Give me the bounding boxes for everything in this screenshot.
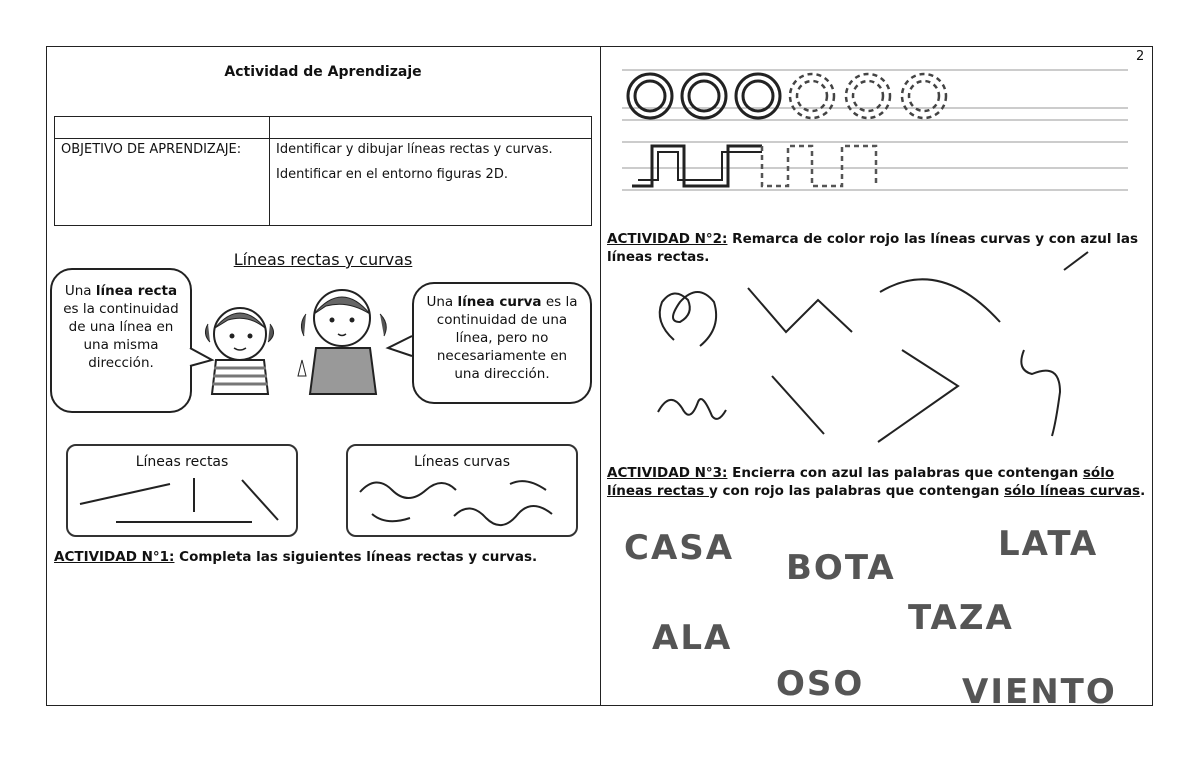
- activity-3: ACTIVIDAD N°3: Encierra con azul las palabras que contengan sólo líneas rectas y con rojo las palabras que contengan sólo líneas curvas.: [607, 465, 1146, 499]
- objective-content: [270, 139, 592, 226]
- girl-figure-left: [205, 308, 273, 394]
- curved-line-3: [372, 514, 410, 521]
- straight-line-long: [772, 376, 824, 434]
- mixed-lines-exercise: [640, 262, 1080, 452]
- activity-3-heading: ACTIVIDAD N°3:: [607, 465, 728, 481]
- table-header-cell-right: [270, 117, 592, 139]
- objective-1: Identificar y dibujar líneas rectas y curvas.: [276, 142, 553, 157]
- speech-bubble-straight: Una línea recta es la continuidad de una línea en una misma dirección.: [50, 268, 192, 413]
- activity-1: [54, 548, 574, 566]
- section-subtitle: Líneas rectas y curvas: [233, 250, 413, 269]
- word-oso: OSO: [776, 664, 865, 704]
- word-taza: TAZA: [908, 598, 1014, 638]
- page-number: 2: [1136, 49, 1145, 64]
- zigzag-line: [748, 288, 852, 332]
- worksheet-title: Actividad de Aprendizaje: [224, 64, 422, 80]
- curve-arc: [880, 279, 1000, 322]
- bold-term-curve: línea curva: [457, 294, 542, 310]
- angle-line: [878, 350, 958, 442]
- curved-lines-label: Líneas curvas: [414, 454, 510, 470]
- word-bota: BOTA: [786, 548, 896, 588]
- word-ala: ALA: [652, 618, 733, 658]
- table-header-cell-left: [55, 117, 270, 139]
- curve-squiggle: [658, 399, 726, 419]
- activity-2: [607, 230, 1147, 266]
- straight-line-1: [80, 484, 170, 504]
- objective-table: [54, 116, 592, 226]
- bubble-tail-right: [384, 330, 414, 360]
- straight-line-3: [242, 480, 278, 520]
- word-viento: VIENTO: [962, 672, 1117, 712]
- activity-1-text: Completa las siguientes líneas rectas y curvas.: [174, 549, 538, 565]
- bold-term-straight: línea recta: [95, 283, 178, 299]
- curved-lines-examples: [346, 444, 578, 537]
- activity-2-text: Remarca de color rojo las líneas curvas y con azul las líneas rectas.: [607, 231, 1138, 265]
- activity-2-heading: ACTIVIDAD N°2:: [607, 231, 728, 247]
- word-lata: LATA: [998, 524, 1099, 564]
- tracing-exercise: [612, 60, 1132, 200]
- objective-label: OBJETIVO DE APRENDIZAJE:: [55, 139, 270, 226]
- activity-1-heading: ACTIVIDAD N°1:: [54, 549, 175, 565]
- children-illustration: [198, 284, 388, 396]
- curved-line-4: [454, 506, 552, 525]
- straight-lines-label: Líneas rectas: [135, 454, 229, 470]
- straight-lines-examples: [66, 444, 298, 537]
- speech-bubble-curve: Una línea curva es la continuidad de una línea, pero no necesariamente en una dirección.: [412, 282, 592, 404]
- curve-hook: [1021, 350, 1060, 436]
- objective-2: Identificar en el entorno figuras 2D.: [276, 167, 508, 182]
- curve-loop-1: [660, 292, 716, 346]
- word-casa: CASA: [624, 528, 735, 568]
- curved-line-1: [360, 482, 456, 498]
- column-divider: [600, 46, 601, 706]
- curved-line-2: [510, 481, 546, 490]
- girl-figure-right: [298, 290, 386, 394]
